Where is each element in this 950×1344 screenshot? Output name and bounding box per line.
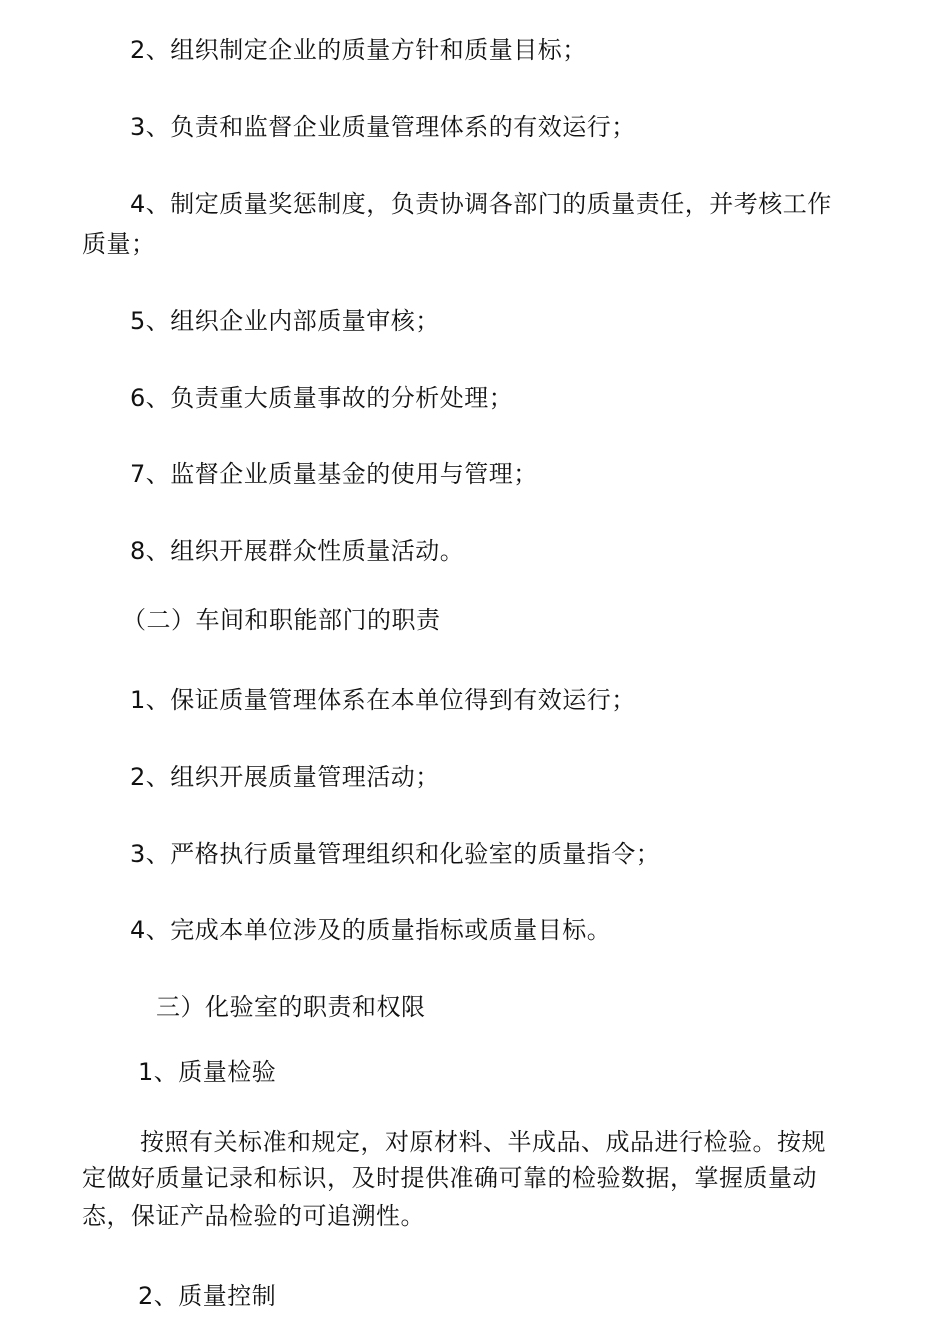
list-item: 4、制定质量奖惩制度，负责协调各部门的质量责任，并考核工作 bbox=[130, 190, 832, 218]
section-heading: 三）化验室的职责和权限 bbox=[156, 993, 426, 1021]
paragraph-line: 按照有关标准和规定，对原材料、半成品、成品进行检验。按规 bbox=[140, 1128, 826, 1156]
list-item: 6、负责重大质量事故的分析处理； bbox=[130, 384, 514, 412]
list-item-continuation: 质量； bbox=[82, 230, 156, 258]
subsection-title: 1、质量检验 bbox=[138, 1058, 277, 1086]
paragraph-line: 态，保证产品检验的可追溯性。 bbox=[82, 1202, 425, 1230]
list-item: 1、保证质量管理体系在本单位得到有效运行； bbox=[130, 686, 636, 714]
list-item: 7、监督企业质量基金的使用与管理； bbox=[130, 460, 538, 488]
list-item: 5、组织企业内部质量审核； bbox=[130, 307, 440, 335]
paragraph-line: 定做好质量记录和标识，及时提供准确可靠的检验数据，掌握质量动 bbox=[82, 1164, 817, 1192]
list-item: 2、组织开展质量管理活动； bbox=[130, 763, 440, 791]
list-item: 3、严格执行质量管理组织和化验室的质量指令； bbox=[130, 840, 661, 868]
list-item: 8、组织开展群众性质量活动。 bbox=[130, 537, 465, 565]
subsection-title: 2、质量控制 bbox=[138, 1282, 277, 1310]
list-item: 3、负责和监督企业质量管理体系的有效运行； bbox=[130, 113, 636, 141]
list-item: 2、组织制定企业的质量方针和质量目标； bbox=[130, 36, 587, 64]
section-heading: （二）车间和职能部门的职责 bbox=[122, 606, 441, 634]
list-item: 4、完成本单位涉及的质量指标或质量目标。 bbox=[130, 916, 612, 944]
